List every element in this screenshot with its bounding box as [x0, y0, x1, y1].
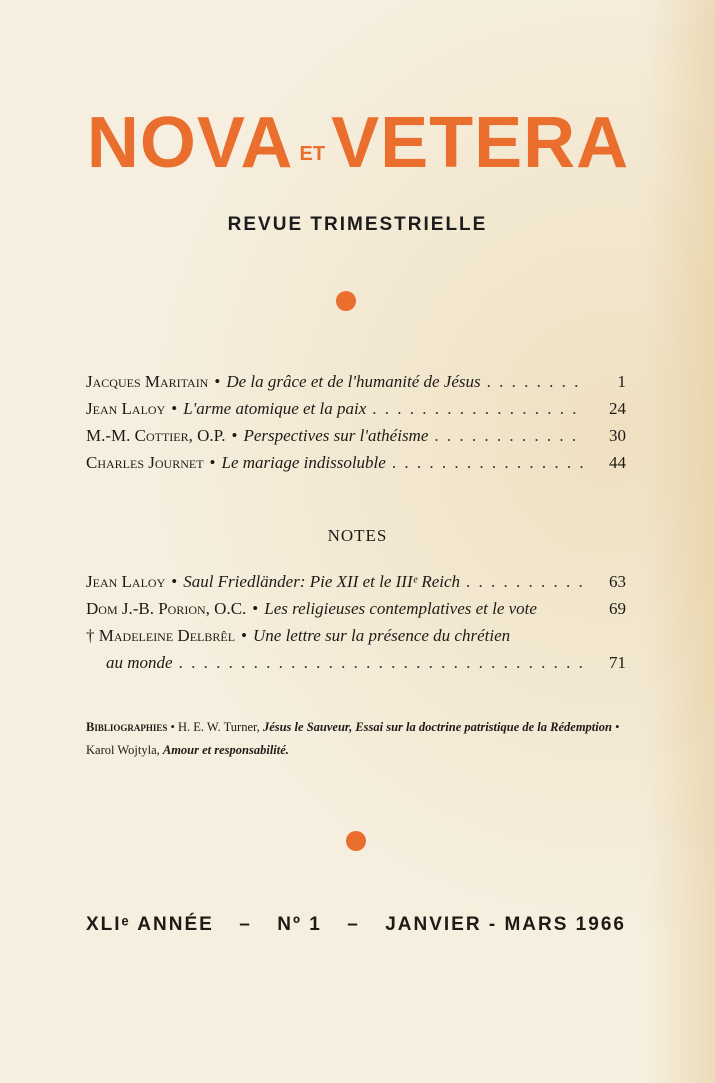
bullet: • [231, 426, 238, 445]
note-title: Les religieuses contemplatives et le vote [264, 599, 537, 618]
dot-leader [392, 453, 584, 473]
note-page: 63 [609, 572, 626, 591]
note-entry-continuation [86, 653, 626, 680]
dot-leader [466, 572, 584, 592]
bullet: • [209, 453, 216, 472]
separator-dash: – [347, 914, 360, 935]
note-entry [86, 599, 626, 626]
bibliography-work: Amour et responsabilité. [162, 743, 289, 757]
bibliography-author: Karol Wojtyla, [86, 743, 160, 757]
article-entry [86, 426, 626, 453]
note-page: 71 [609, 653, 626, 672]
separator-dash: – [239, 914, 252, 935]
article-author: Charles Journet [86, 453, 204, 472]
issue-year: XLIᵉ ANNÉE [86, 914, 214, 935]
bibliography-work: Jésus le Sauveur, Essai sur la doctrine patristique de la Rédemption [262, 720, 612, 734]
bibliography-author: H. E. W. Turner, [178, 720, 260, 734]
issue-number: Nº 1 [277, 914, 322, 935]
title-word-vetera: VETERA [331, 103, 630, 183]
note-title: Saul Friedländer: Pie XII et le IIIᵉ Reich [183, 572, 461, 591]
article-entry [86, 399, 626, 426]
article-page: 30 [609, 426, 626, 445]
issue-period: JANVIER - MARS 1966 [385, 914, 626, 935]
article-page: 44 [609, 453, 626, 472]
article-title: L'arme atomique et la paix [183, 399, 367, 418]
note-entry [86, 626, 626, 653]
orange-dot-ornament [336, 291, 356, 311]
article-title: De la grâce et de l'humanité de Jésus [226, 372, 481, 391]
article-author: Jean Laloy [86, 399, 166, 418]
article-title: Le mariage indissoluble [221, 453, 386, 472]
notes-heading: NOTES [327, 526, 388, 545]
bibliography [86, 716, 626, 762]
article-author: M.-M. Cottier, O.P. [86, 426, 226, 445]
bullet: • [615, 720, 620, 734]
articles-list [86, 372, 626, 480]
dot-leader [434, 426, 584, 446]
note-author: † Madeleine Delbrêl [86, 626, 236, 645]
title-word-et: ET [299, 143, 326, 165]
issue-info [86, 914, 626, 936]
dot-leader [179, 653, 584, 673]
title-word-nova: NOVA [86, 103, 294, 183]
article-entry [86, 372, 626, 399]
note-title-continuation: au monde [106, 653, 173, 672]
article-title: Perspectives sur l'athéisme [243, 426, 429, 445]
note-entry [86, 572, 626, 599]
note-author: Jean Laloy [86, 572, 166, 591]
journal-subtitle: REVUE TRIMESTRIELLE [227, 214, 488, 235]
bullet: • [214, 372, 221, 391]
bullet: • [241, 626, 247, 645]
bullet: • [171, 399, 178, 418]
bullet: • [171, 572, 178, 591]
note-page: 69 [609, 599, 626, 618]
notes-list [86, 572, 626, 680]
dot-leader [487, 372, 584, 392]
bibliography-label: Bibliographies [86, 720, 168, 734]
bullet: • [252, 599, 259, 618]
article-page: 24 [609, 399, 626, 418]
bullet: • [170, 720, 175, 734]
dot-leader [372, 399, 584, 419]
note-author: Dom J.-B. Porion, O.C. [86, 599, 247, 618]
article-author: Jacques Maritain [86, 372, 209, 391]
article-entry [86, 453, 626, 480]
orange-dot-ornament [346, 831, 366, 851]
note-title: Une lettre sur la présence du chrétien [253, 626, 511, 645]
article-page: 1 [617, 372, 626, 391]
journal-title [78, 103, 638, 183]
